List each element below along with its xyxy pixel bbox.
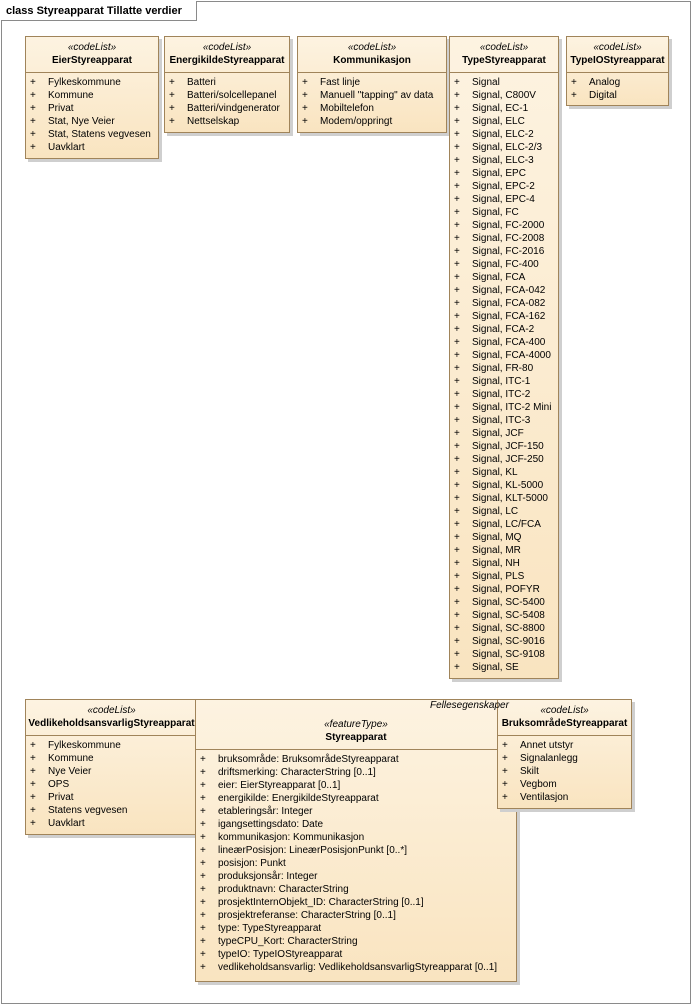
attribute-row[interactable] bbox=[200, 779, 516, 792]
attribute-row[interactable] bbox=[30, 817, 197, 830]
attribute-label: Stat, Statens vegvesen bbox=[48, 129, 151, 140]
public-visibility-icon: + bbox=[454, 558, 460, 569]
class-name: TypeStyreapparat bbox=[462, 55, 546, 66]
attribute-label: Signal, MQ bbox=[472, 532, 522, 543]
attribute-label: produktnavn: CharacterString bbox=[218, 884, 349, 895]
public-visibility-icon: + bbox=[200, 936, 206, 947]
public-visibility-icon: + bbox=[454, 428, 460, 439]
public-visibility-icon: + bbox=[454, 129, 460, 140]
attribute-row[interactable] bbox=[571, 89, 668, 102]
public-visibility-icon: + bbox=[454, 441, 460, 452]
attribute-label: Signalanlegg bbox=[520, 753, 578, 764]
public-visibility-icon: + bbox=[30, 805, 36, 816]
attribute-row[interactable] bbox=[454, 102, 558, 115]
attribute-row[interactable] bbox=[200, 831, 516, 844]
attribute-label: Signal, SE bbox=[472, 662, 519, 673]
attribute-row[interactable] bbox=[454, 115, 558, 128]
class-name: TypeIOStyreapparat bbox=[570, 55, 665, 66]
attribute-label: bruksområde: BruksområdeStyreapparat bbox=[218, 754, 399, 765]
public-visibility-icon: + bbox=[454, 246, 460, 257]
attribute-row[interactable] bbox=[30, 141, 158, 154]
attribute-row[interactable] bbox=[30, 804, 197, 817]
attribute-label: type: TypeStyreapparat bbox=[218, 923, 322, 934]
public-visibility-icon: + bbox=[454, 571, 460, 582]
public-visibility-icon: + bbox=[454, 298, 460, 309]
public-visibility-icon: + bbox=[30, 116, 36, 127]
attribute-label: Signal, FC bbox=[472, 207, 519, 218]
attribute-label: Signal, FCA-2 bbox=[472, 324, 535, 335]
attribute-label: Signal, FC-2000 bbox=[472, 220, 545, 231]
public-visibility-icon: + bbox=[454, 350, 460, 361]
attribute-label: Signal, SC-9016 bbox=[472, 636, 545, 647]
public-visibility-icon: + bbox=[30, 90, 36, 101]
public-visibility-icon: + bbox=[200, 819, 206, 830]
attribute-label: Signal, SC-8800 bbox=[472, 623, 545, 634]
attribute-label: Statens vegvesen bbox=[48, 805, 128, 816]
class-eier-styreapparat[interactable] bbox=[25, 36, 159, 159]
public-visibility-icon: + bbox=[454, 155, 460, 166]
attribute-row[interactable] bbox=[30, 791, 197, 804]
public-visibility-icon: + bbox=[454, 194, 460, 205]
attribute-row[interactable] bbox=[454, 362, 558, 375]
attribute-row[interactable] bbox=[169, 115, 289, 128]
attribute-label: Signal, EC-1 bbox=[472, 103, 529, 114]
attribute-label: Signal, JCF-250 bbox=[472, 454, 544, 465]
public-visibility-icon: + bbox=[571, 90, 577, 101]
attribute-row[interactable] bbox=[454, 609, 558, 622]
attribute-label: produksjonsår: Integer bbox=[218, 871, 318, 882]
public-visibility-icon: + bbox=[454, 259, 460, 270]
attribute-row[interactable] bbox=[454, 284, 558, 297]
attribute-label: Signal, MR bbox=[472, 545, 521, 556]
public-visibility-icon: + bbox=[454, 415, 460, 426]
attribute-row[interactable] bbox=[454, 76, 558, 89]
attribute-label: Signal, ELC-2/3 bbox=[472, 142, 543, 153]
class-styreapparat[interactable] bbox=[195, 699, 517, 982]
public-visibility-icon: + bbox=[454, 220, 460, 231]
attribute-row[interactable] bbox=[454, 349, 558, 362]
public-visibility-icon: + bbox=[454, 363, 460, 374]
public-visibility-icon: + bbox=[454, 337, 460, 348]
attribute-label: Kommune bbox=[48, 753, 94, 764]
attribute-row[interactable] bbox=[454, 336, 558, 349]
fellesegenskaper-tag: Fellesegenskaper bbox=[430, 700, 509, 711]
attribute-label: Signal, ELC-3 bbox=[472, 155, 534, 166]
public-visibility-icon: + bbox=[454, 181, 460, 192]
attribute-label: Signal, EPC bbox=[472, 168, 526, 179]
public-visibility-icon: + bbox=[30, 766, 36, 777]
public-visibility-icon: + bbox=[200, 806, 206, 817]
class-typeio-styreapparat[interactable] bbox=[566, 36, 669, 106]
attribute-row[interactable] bbox=[454, 544, 558, 557]
attribute-row[interactable] bbox=[454, 310, 558, 323]
class-name: EierStyreapparat bbox=[51, 55, 133, 66]
attribute-label: etableringsår: Integer bbox=[218, 806, 313, 817]
attribute-label: Privat bbox=[48, 792, 74, 803]
public-visibility-icon: + bbox=[454, 402, 460, 413]
attribute-label: Signal, KLT-5000 bbox=[472, 493, 548, 504]
public-visibility-icon: + bbox=[454, 519, 460, 530]
public-visibility-icon: + bbox=[200, 923, 206, 934]
attribute-label: Signal, EPC-4 bbox=[472, 194, 535, 205]
public-visibility-icon: + bbox=[30, 740, 36, 751]
attribute-row[interactable] bbox=[302, 89, 446, 102]
attribute-row[interactable] bbox=[30, 128, 158, 141]
attribute-row[interactable] bbox=[502, 791, 631, 804]
attribute-row[interactable] bbox=[302, 115, 446, 128]
public-visibility-icon: + bbox=[454, 207, 460, 218]
attribute-row[interactable] bbox=[454, 375, 558, 388]
attribute-label: igangsettingsdato: Date bbox=[218, 819, 324, 830]
attribute-label: Signal, SC-9108 bbox=[472, 649, 545, 660]
attribute-row[interactable] bbox=[571, 76, 668, 89]
attribute-label: Signal, KL bbox=[472, 467, 518, 478]
public-visibility-icon: + bbox=[30, 142, 36, 153]
public-visibility-icon: + bbox=[200, 910, 206, 921]
public-visibility-icon: + bbox=[454, 272, 460, 283]
public-visibility-icon: + bbox=[200, 858, 206, 869]
attribute-row[interactable] bbox=[454, 518, 558, 531]
attribute-row[interactable] bbox=[454, 401, 558, 414]
attribute-label: Signal, FCA bbox=[472, 272, 526, 283]
class-name: VedlikeholdsansvarligStyreapparat bbox=[28, 718, 195, 729]
attribute-row[interactable] bbox=[454, 505, 558, 518]
stereotype-label: «codeList» bbox=[540, 705, 589, 716]
public-visibility-icon: + bbox=[454, 311, 460, 322]
public-visibility-icon: + bbox=[454, 324, 460, 335]
public-visibility-icon: + bbox=[30, 103, 36, 114]
attribute-label: Signal, KL-5000 bbox=[472, 480, 544, 491]
public-visibility-icon: + bbox=[454, 233, 460, 244]
public-visibility-icon: + bbox=[169, 103, 175, 114]
attribute-row[interactable] bbox=[502, 778, 631, 791]
public-visibility-icon: + bbox=[169, 116, 175, 127]
attribute-label: Signal, FCA-042 bbox=[472, 285, 546, 296]
attribute-label: Fylkeskommune bbox=[48, 77, 121, 88]
attribute-row[interactable] bbox=[200, 753, 516, 766]
public-visibility-icon: + bbox=[200, 845, 206, 856]
attribute-label: Manuell "tapping" av data bbox=[320, 90, 434, 101]
attribute-label: Uavklart bbox=[48, 142, 85, 153]
attribute-label: Signal, ELC-2 bbox=[472, 129, 534, 140]
public-visibility-icon: + bbox=[454, 103, 460, 114]
public-visibility-icon: + bbox=[454, 506, 460, 517]
attribute-row[interactable] bbox=[454, 206, 558, 219]
stereotype-label: «codeList» bbox=[593, 42, 642, 53]
attribute-label: Signal, FCA-4000 bbox=[472, 350, 551, 361]
attribute-label: Signal, FC-400 bbox=[472, 259, 539, 270]
public-visibility-icon: + bbox=[502, 753, 508, 764]
attribute-row[interactable] bbox=[30, 76, 158, 89]
public-visibility-icon: + bbox=[302, 116, 308, 127]
attribute-row[interactable] bbox=[502, 739, 631, 752]
attribute-row[interactable] bbox=[454, 219, 558, 232]
public-visibility-icon: + bbox=[302, 77, 308, 88]
attribute-row[interactable] bbox=[454, 245, 558, 258]
attribute-row[interactable] bbox=[454, 570, 558, 583]
attribute-row[interactable] bbox=[200, 805, 516, 818]
public-visibility-icon: + bbox=[169, 77, 175, 88]
attribute-row[interactable] bbox=[200, 935, 516, 948]
attribute-label: Batteri bbox=[187, 77, 216, 88]
public-visibility-icon: + bbox=[200, 884, 206, 895]
attribute-row[interactable] bbox=[454, 531, 558, 544]
attribute-label: typeIO: TypeIOStyreapparat bbox=[218, 949, 343, 960]
attribute-row[interactable] bbox=[454, 557, 558, 570]
attribute-row[interactable] bbox=[302, 102, 446, 115]
attribute-row[interactable] bbox=[454, 154, 558, 167]
attribute-row[interactable] bbox=[200, 766, 516, 779]
public-visibility-icon: + bbox=[200, 754, 206, 765]
attribute-label: Signal, ITC-2 bbox=[472, 389, 531, 400]
attribute-row[interactable] bbox=[30, 778, 197, 791]
public-visibility-icon: + bbox=[200, 793, 206, 804]
attribute-label: Signal, FC-2008 bbox=[472, 233, 545, 244]
attribute-label: Signal, POFYR bbox=[472, 584, 540, 595]
attribute-label: Signal, FR-80 bbox=[472, 363, 534, 374]
public-visibility-icon: + bbox=[302, 90, 308, 101]
stereotype-label: «codeList» bbox=[347, 42, 397, 53]
class-name: BruksområdeStyreapparat bbox=[501, 718, 628, 729]
attribute-row[interactable] bbox=[169, 102, 289, 115]
public-visibility-icon: + bbox=[454, 116, 460, 127]
attribute-label: Skilt bbox=[520, 766, 539, 777]
attribute-row[interactable] bbox=[200, 909, 516, 922]
attribute-label: Signal, JCF-150 bbox=[472, 441, 544, 452]
attribute-label: Kommune bbox=[48, 90, 94, 101]
attribute-row[interactable] bbox=[454, 258, 558, 271]
public-visibility-icon: + bbox=[200, 767, 206, 778]
public-visibility-icon: + bbox=[30, 77, 36, 88]
attribute-label: Mobiltelefon bbox=[320, 103, 374, 114]
public-visibility-icon: + bbox=[30, 129, 36, 140]
public-visibility-icon: + bbox=[502, 792, 508, 803]
attribute-label: Nettselskap bbox=[187, 116, 240, 127]
public-visibility-icon: + bbox=[454, 597, 460, 608]
attribute-label: Signal, ITC-2 Mini bbox=[472, 402, 552, 413]
attribute-label: OPS bbox=[48, 779, 70, 790]
attribute-label: Privat bbox=[48, 103, 74, 114]
attribute-label: Annet utstyr bbox=[520, 740, 574, 751]
attribute-label: Signal, SC-5408 bbox=[472, 610, 545, 621]
attribute-label: lineærPosisjon: LineærPosisjonPunkt [0..*] bbox=[218, 845, 407, 856]
attribute-row[interactable] bbox=[200, 948, 516, 961]
attribute-row[interactable] bbox=[30, 739, 197, 752]
public-visibility-icon: + bbox=[454, 545, 460, 556]
attribute-row[interactable] bbox=[169, 89, 289, 102]
attribute-row[interactable] bbox=[200, 870, 516, 883]
public-visibility-icon: + bbox=[454, 90, 460, 101]
attribute-row[interactable] bbox=[454, 440, 558, 453]
stereotype-label: «codeList» bbox=[87, 705, 136, 716]
attribute-row[interactable] bbox=[454, 583, 558, 596]
attribute-row[interactable] bbox=[200, 896, 516, 909]
attribute-label: Signal, NH bbox=[472, 558, 520, 569]
attribute-label: Signal, ITC-3 bbox=[472, 415, 531, 426]
attribute-row[interactable] bbox=[30, 115, 158, 128]
attribute-label: Signal bbox=[472, 77, 500, 88]
public-visibility-icon: + bbox=[454, 649, 460, 660]
attribute-label: Signal, ELC bbox=[472, 116, 525, 127]
attribute-label: Nye Veier bbox=[48, 766, 92, 777]
attribute-label: driftsmerking: CharacterString [0..1] bbox=[218, 767, 376, 778]
public-visibility-icon: + bbox=[454, 389, 460, 400]
attribute-label: energikilde: EnergikildeStyreapparat bbox=[218, 793, 379, 804]
diagram-title: class Styreapparat Tillatte verdier bbox=[1, 1, 197, 21]
public-visibility-icon: + bbox=[200, 780, 206, 791]
attribute-row[interactable] bbox=[30, 765, 197, 778]
attribute-row[interactable] bbox=[200, 883, 516, 896]
public-visibility-icon: + bbox=[454, 142, 460, 153]
attribute-label: prosjektreferanse: CharacterString [0..1] bbox=[218, 910, 396, 921]
public-visibility-icon: + bbox=[454, 285, 460, 296]
attribute-label: Signal, LC bbox=[472, 506, 519, 517]
stereotype-label: «codeList» bbox=[67, 42, 117, 53]
attribute-label: prosjektInternObjekt_ID: CharacterString [0..1] bbox=[218, 897, 424, 908]
attribute-row[interactable] bbox=[200, 818, 516, 831]
public-visibility-icon: + bbox=[454, 467, 460, 478]
attribute-row[interactable] bbox=[454, 193, 558, 206]
class-name: Kommunikasjon bbox=[333, 55, 411, 66]
attribute-label: Signal, JCF bbox=[472, 428, 524, 439]
public-visibility-icon: + bbox=[30, 818, 36, 829]
attribute-row[interactable] bbox=[454, 388, 558, 401]
attribute-row[interactable] bbox=[169, 76, 289, 89]
attribute-label: Signal, LC/FCA bbox=[472, 519, 541, 530]
attribute-label: posisjon: Punkt bbox=[218, 858, 286, 869]
attribute-row[interactable] bbox=[454, 167, 558, 180]
attribute-label: Signal, PLS bbox=[472, 571, 525, 582]
class-name: EnergikildeStyreapparat bbox=[169, 55, 285, 66]
attribute-row[interactable] bbox=[454, 297, 558, 310]
class-kommunikasjon[interactable] bbox=[297, 36, 447, 133]
attribute-row[interactable] bbox=[200, 922, 516, 935]
attribute-row[interactable] bbox=[454, 427, 558, 440]
public-visibility-icon: + bbox=[200, 962, 206, 973]
attribute-row[interactable] bbox=[200, 961, 516, 974]
attribute-row[interactable] bbox=[454, 661, 558, 674]
attribute-row[interactable] bbox=[454, 141, 558, 154]
public-visibility-icon: + bbox=[454, 636, 460, 647]
attribute-label: Signal, ITC-1 bbox=[472, 376, 531, 387]
attribute-label: Uavklart bbox=[48, 818, 85, 829]
public-visibility-icon: + bbox=[454, 493, 460, 504]
attribute-label: Signal, EPC-2 bbox=[472, 181, 535, 192]
class-bruksomrade-styreapparat[interactable] bbox=[497, 699, 632, 809]
public-visibility-icon: + bbox=[454, 662, 460, 673]
attribute-row[interactable] bbox=[454, 479, 558, 492]
attribute-label: Fylkeskommune bbox=[48, 740, 121, 751]
attribute-row[interactable] bbox=[454, 323, 558, 336]
public-visibility-icon: + bbox=[30, 779, 36, 790]
attribute-row[interactable] bbox=[454, 596, 558, 609]
attribute-row[interactable] bbox=[30, 89, 158, 102]
public-visibility-icon: + bbox=[302, 103, 308, 114]
public-visibility-icon: + bbox=[454, 454, 460, 465]
attribute-row[interactable] bbox=[454, 648, 558, 661]
class-type-styreapparat[interactable] bbox=[449, 36, 559, 679]
attribute-row[interactable] bbox=[302, 76, 446, 89]
stereotype-label: «featureType» bbox=[324, 719, 388, 730]
public-visibility-icon: + bbox=[502, 766, 508, 777]
attribute-row[interactable] bbox=[454, 622, 558, 635]
class-energikilde-styreapparat[interactable] bbox=[164, 36, 290, 133]
attribute-row[interactable] bbox=[454, 414, 558, 427]
attribute-label: typeCPU_Kort: CharacterString bbox=[218, 936, 358, 947]
public-visibility-icon: + bbox=[571, 77, 577, 88]
attribute-row[interactable] bbox=[454, 89, 558, 102]
attribute-label: Stat, Nye Veier bbox=[48, 116, 115, 127]
public-visibility-icon: + bbox=[454, 480, 460, 491]
public-visibility-icon: + bbox=[454, 610, 460, 621]
stereotype-label: «codeList» bbox=[202, 42, 252, 53]
attribute-label: Batteri/vindgenerator bbox=[187, 103, 280, 114]
attribute-row[interactable] bbox=[454, 271, 558, 284]
public-visibility-icon: + bbox=[200, 949, 206, 960]
attribute-row[interactable] bbox=[200, 844, 516, 857]
public-visibility-icon: + bbox=[200, 871, 206, 882]
public-visibility-icon: + bbox=[200, 832, 206, 843]
public-visibility-icon: + bbox=[454, 584, 460, 595]
attribute-row[interactable] bbox=[454, 232, 558, 245]
public-visibility-icon: + bbox=[454, 623, 460, 634]
public-visibility-icon: + bbox=[454, 376, 460, 387]
attribute-row[interactable] bbox=[30, 102, 158, 115]
attribute-label: Signal, FCA-082 bbox=[472, 298, 546, 309]
attribute-label: Signal, FCA-400 bbox=[472, 337, 546, 348]
public-visibility-icon: + bbox=[30, 792, 36, 803]
attribute-label: eier: EierStyreapparat [0..1] bbox=[218, 780, 341, 791]
attribute-label: Batteri/solcellepanel bbox=[187, 90, 277, 101]
attribute-label: Ventilasjon bbox=[520, 792, 569, 803]
public-visibility-icon: + bbox=[200, 897, 206, 908]
attribute-row[interactable] bbox=[502, 752, 631, 765]
attribute-label: Signal, FCA-162 bbox=[472, 311, 546, 322]
class-name: Styreapparat bbox=[325, 732, 387, 743]
attribute-row[interactable] bbox=[454, 128, 558, 141]
class-vedlikeholdsansvarlig-styreapparat[interactable] bbox=[25, 699, 198, 835]
attribute-label: Signal, SC-5400 bbox=[472, 597, 545, 608]
attribute-row[interactable] bbox=[454, 453, 558, 466]
attribute-label: Analog bbox=[589, 77, 621, 88]
attribute-row[interactable] bbox=[200, 857, 516, 870]
public-visibility-icon: + bbox=[502, 740, 508, 751]
attribute-row[interactable] bbox=[200, 792, 516, 805]
attribute-label: kommunikasjon: Kommunikasjon bbox=[218, 832, 365, 843]
stereotype-label: «codeList» bbox=[479, 42, 529, 53]
attribute-row[interactable] bbox=[454, 492, 558, 505]
attribute-row[interactable] bbox=[502, 765, 631, 778]
attribute-label: Vegbom bbox=[520, 779, 557, 790]
public-visibility-icon: + bbox=[454, 532, 460, 543]
attribute-row[interactable] bbox=[454, 635, 558, 648]
attribute-label: vedlikeholdsansvarlig: VedlikeholdsansvarligStyreapparat [0..1] bbox=[218, 962, 498, 973]
attribute-row[interactable] bbox=[454, 180, 558, 193]
attribute-row[interactable] bbox=[30, 752, 197, 765]
public-visibility-icon: + bbox=[30, 753, 36, 764]
attribute-label: Modem/oppringt bbox=[320, 116, 393, 127]
public-visibility-icon: + bbox=[169, 90, 175, 101]
public-visibility-icon: + bbox=[502, 779, 508, 790]
attribute-row[interactable] bbox=[454, 466, 558, 479]
attribute-label: Digital bbox=[589, 90, 617, 101]
attribute-label: Signal, FC-2016 bbox=[472, 246, 545, 257]
public-visibility-icon: + bbox=[454, 168, 460, 179]
attribute-label: Fast linje bbox=[320, 77, 361, 88]
public-visibility-icon: + bbox=[454, 77, 460, 88]
attribute-label: Signal, C800V bbox=[472, 90, 536, 101]
